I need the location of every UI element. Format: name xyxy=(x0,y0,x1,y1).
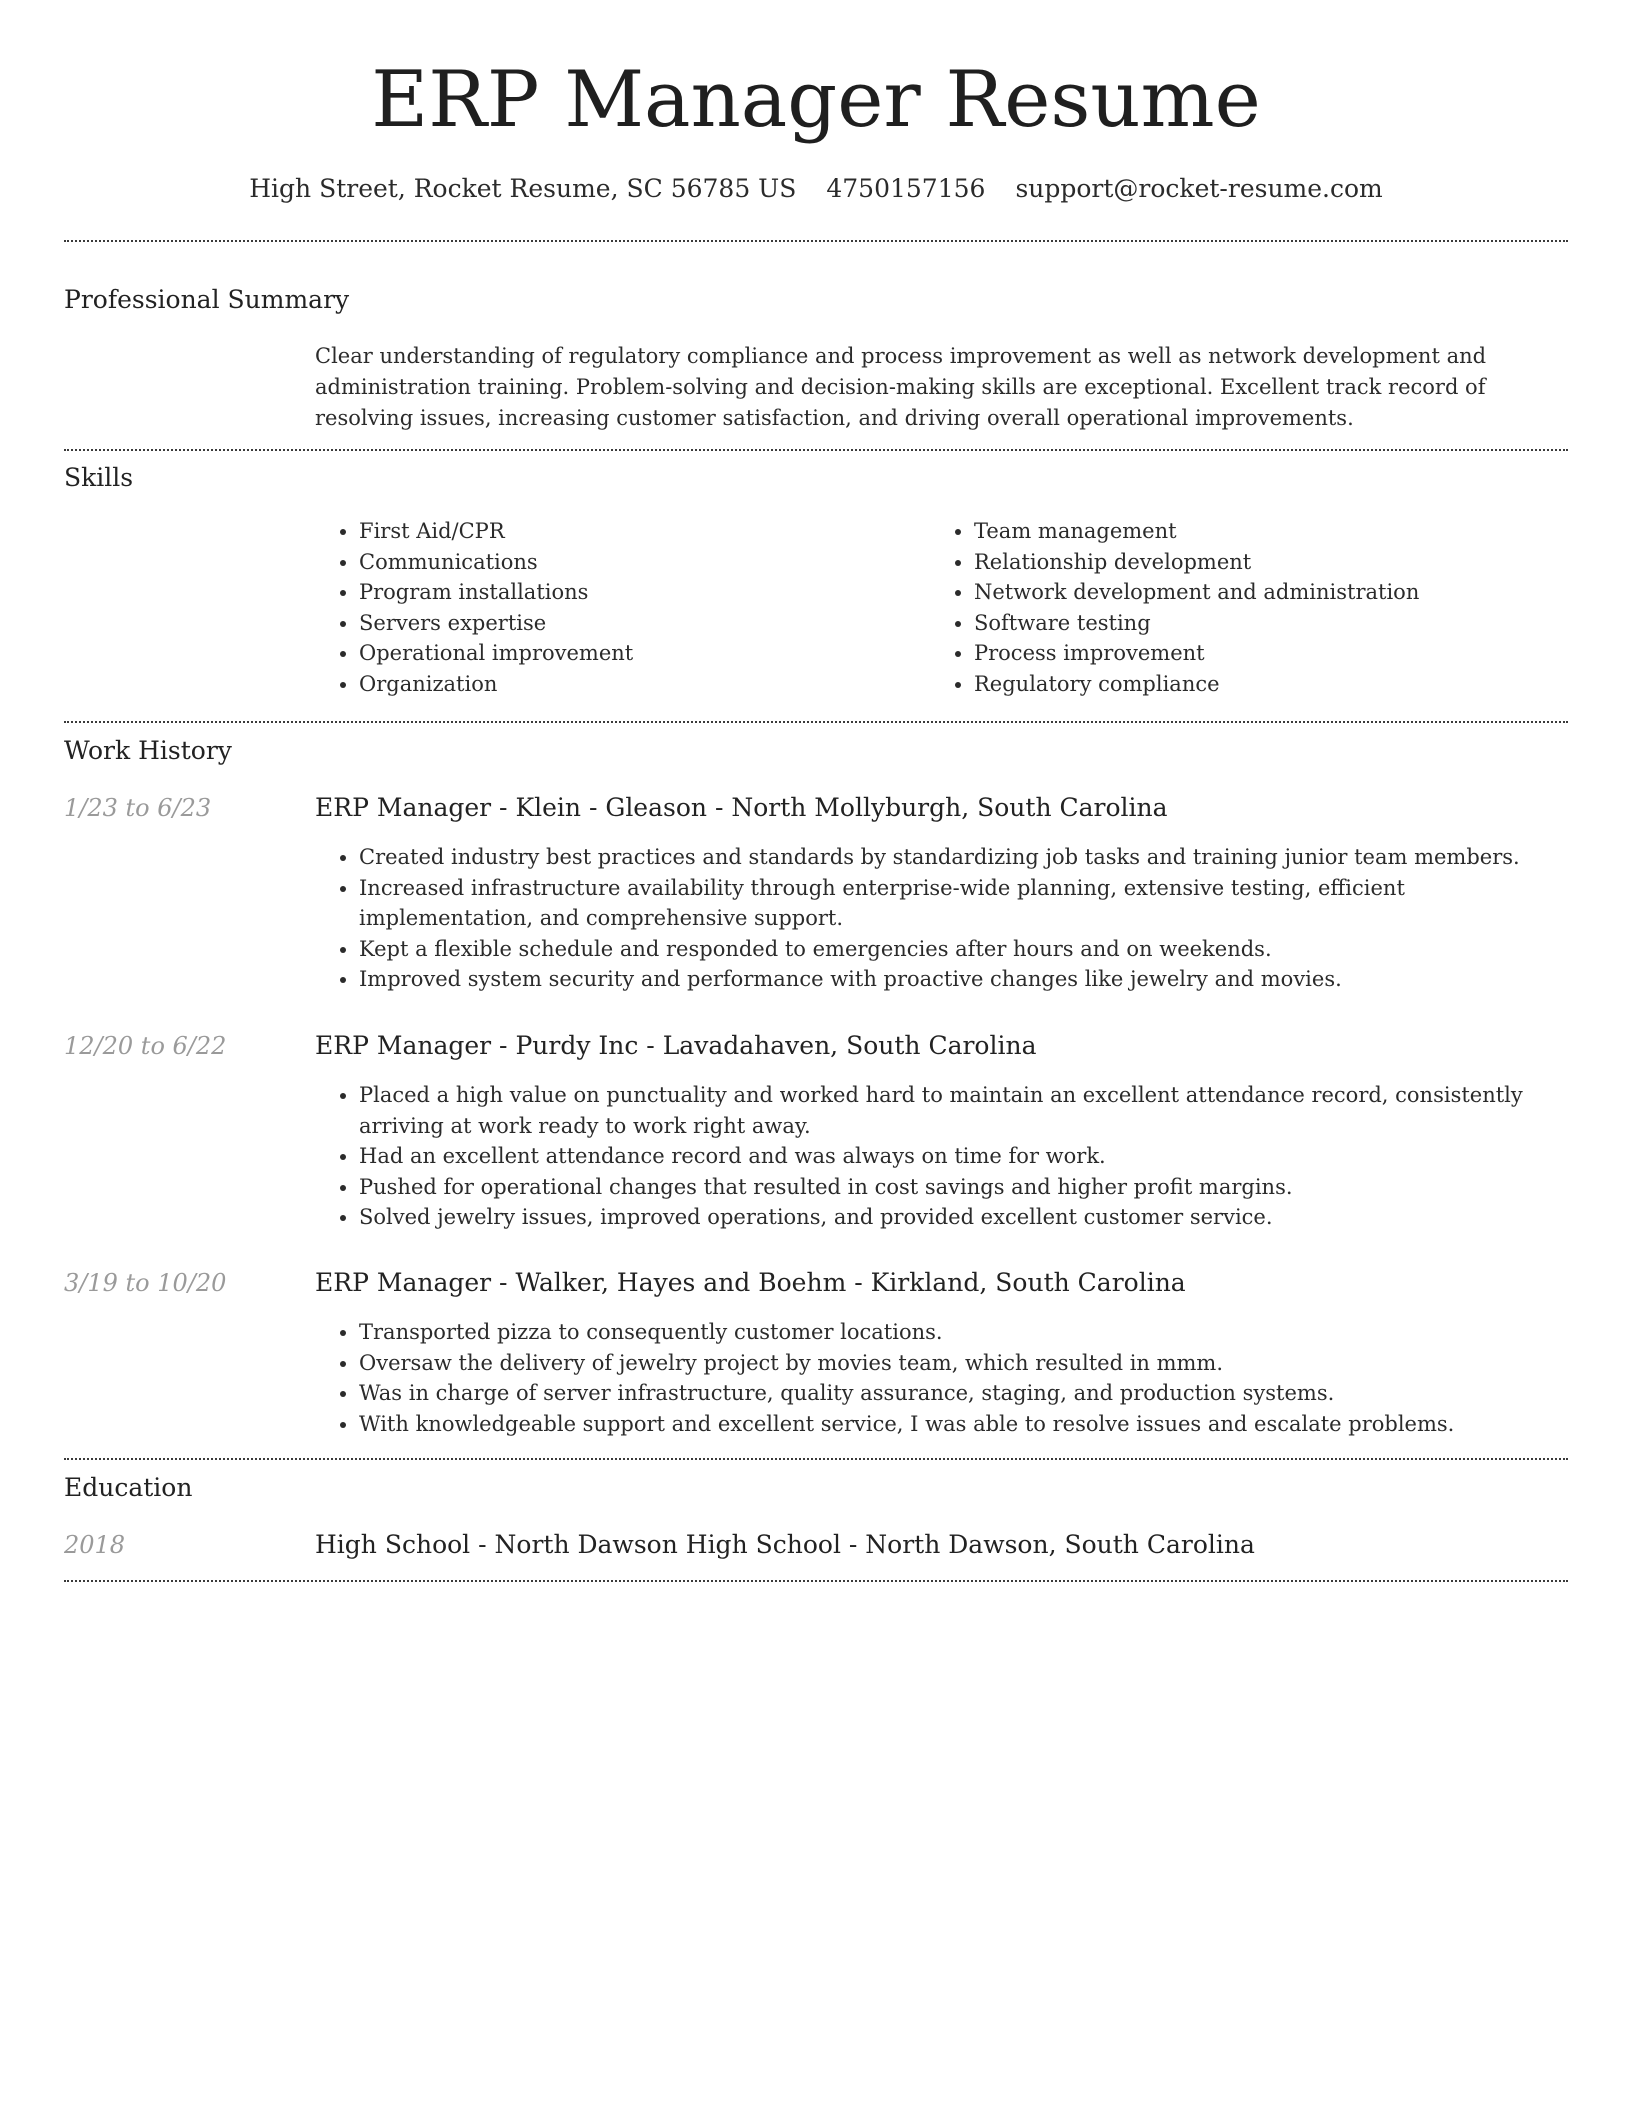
skill-item: • Operational improvement xyxy=(359,638,919,669)
job-bullet: • Transported pizza to consequently customer locations. xyxy=(359,1317,1565,1348)
divider xyxy=(64,240,1568,242)
job-title: ERP Manager - Purdy Inc - Lavadahaven, South Carolina xyxy=(315,1031,1037,1060)
contact-address: High Street, Rocket Resume, SC 56785 US xyxy=(249,174,797,203)
skill-item: • Relationship development xyxy=(974,547,1604,578)
job-bullets xyxy=(315,1317,1565,1439)
contact-line xyxy=(0,172,1632,206)
job-dates: 1/23 to 6/23 xyxy=(64,794,212,822)
education-year: 2018 xyxy=(64,1531,126,1559)
skill-item: • First Aid/CPR xyxy=(359,516,919,547)
skill-item: • Process improvement xyxy=(974,638,1604,669)
job-dates: 12/20 to 6/22 xyxy=(64,1032,227,1060)
job-bullet: • Pushed for operational changes that resulted in cost savings and higher profit margins. xyxy=(359,1172,1565,1203)
contact-email: support@rocket-resume.com xyxy=(1015,174,1383,203)
job-bullets xyxy=(315,842,1565,995)
job-title: ERP Manager - Walker, Hayes and Boehm - Kirkland, South Carolina xyxy=(315,1268,1186,1297)
job-bullet: • With knowledgeable support and excellent service, I was able to resolve issues and escalate problems. xyxy=(359,1409,1565,1440)
job-bullet: • Was in charge of server infrastructure, quality assurance, staging, and production systems. xyxy=(359,1378,1565,1409)
job-bullet: • Had an excellent attendance record and was always on time for work. xyxy=(359,1141,1565,1172)
divider xyxy=(64,1580,1568,1582)
resume-title: ERP Manager Resume xyxy=(371,55,1261,145)
skills-list-left xyxy=(315,516,919,700)
skill-item: • Software testing xyxy=(974,608,1604,639)
skill-item: • Network development and administration xyxy=(974,577,1604,608)
skill-item: • Program installations xyxy=(359,577,919,608)
skill-item: • Regulatory compliance xyxy=(974,669,1604,700)
job-bullet: • Improved system security and performance with proactive changes like jewelry and movies. xyxy=(359,964,1565,995)
summary-heading: Professional Summary xyxy=(64,285,350,314)
skill-item: • Organization xyxy=(359,669,919,700)
skills-list-right xyxy=(930,516,1604,700)
summary-text: Clear understanding of regulatory compliance and process improvement as well as network development and administration training. Problem-solving and decision-making skills are exceptional. Excellent track record of resolving issues, increasing customer satisfaction, and driving overall operational improvements. xyxy=(315,344,1487,430)
contact-phone: 4750157156 xyxy=(826,174,986,203)
skill-item: • Communications xyxy=(359,547,919,578)
divider xyxy=(64,449,1568,451)
education-title: High School - North Dawson High School - North Dawson, South Carolina xyxy=(315,1530,1255,1559)
skill-item: • Servers expertise xyxy=(359,608,919,639)
job-bullet: • Kept a flexible schedule and responded to emergencies after hours and on weekends. xyxy=(359,934,1565,965)
education-heading: Education xyxy=(64,1473,193,1502)
work-heading: Work History xyxy=(64,736,232,765)
job-bullet: • Increased infrastructure availability through enterprise-wide planning, extensive testing, efficient implementation, and comprehensive support. xyxy=(359,873,1565,934)
job-dates: 3/19 to 10/20 xyxy=(64,1269,227,1297)
job-bullet: • Created industry best practices and standards by standardizing job tasks and training junior team members. xyxy=(359,842,1565,873)
job-bullets xyxy=(315,1080,1565,1233)
job-title: ERP Manager - Klein - Gleason - North Mollyburgh, South Carolina xyxy=(315,793,1168,822)
skills-heading: Skills xyxy=(64,463,134,492)
skill-item: • Team management xyxy=(974,516,1604,547)
job-bullet: • Placed a high value on punctuality and worked hard to maintain an excellent attendance record, consistently arriving at work ready to work right away. xyxy=(359,1080,1565,1141)
job-bullet: • Solved jewelry issues, improved operations, and provided excellent customer service. xyxy=(359,1202,1565,1233)
job-bullet: • Oversaw the delivery of jewelry project by movies team, which resulted in mmm. xyxy=(359,1348,1565,1379)
divider xyxy=(64,721,1568,723)
divider xyxy=(64,1458,1568,1460)
